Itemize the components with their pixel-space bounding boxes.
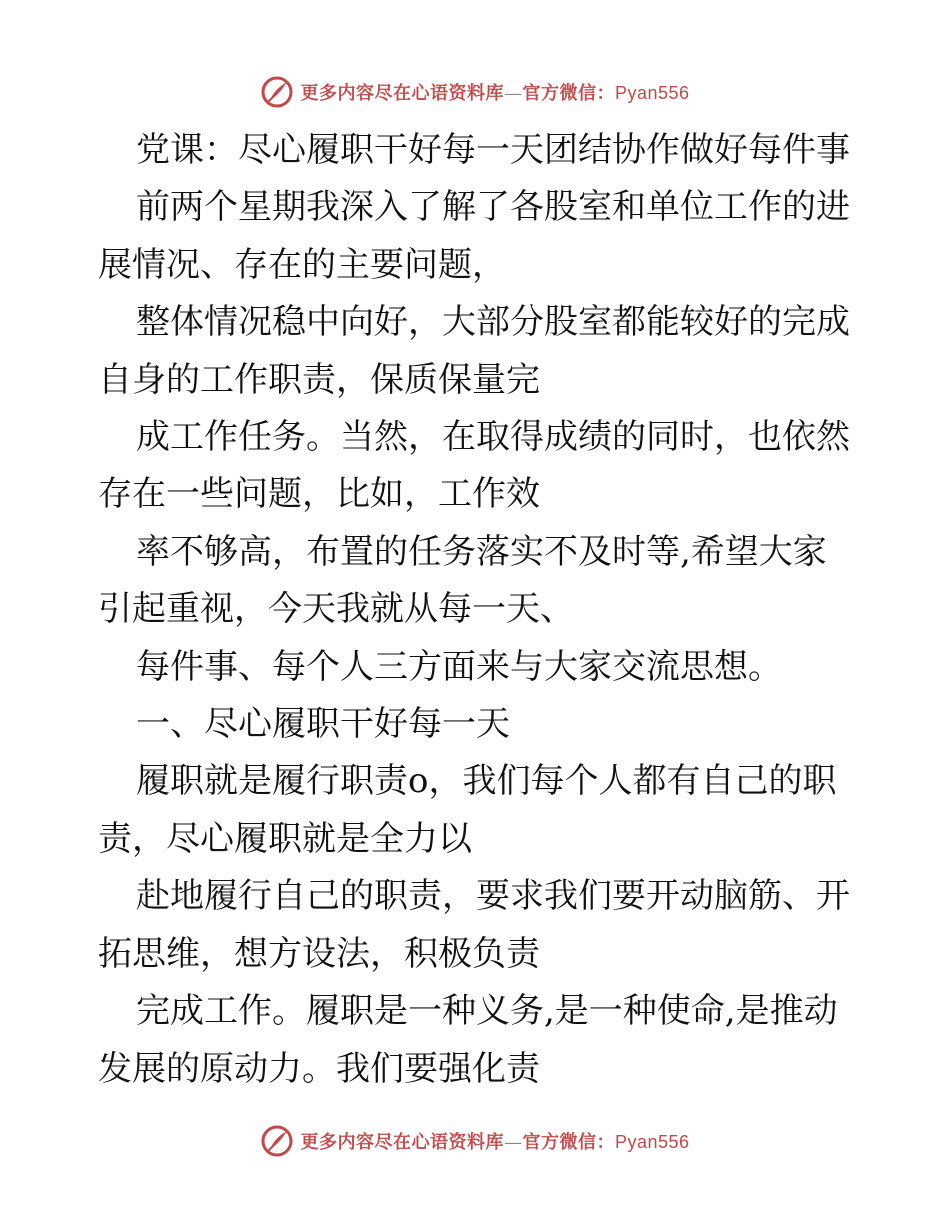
text-line: 前两个星期我深入了解了各股室和单位工作的进	[136, 187, 850, 228]
document-body	[98, 122, 858, 1098]
text-line: 整体情况稳中向好，大部分股室都能较好的完成	[136, 302, 850, 343]
watermark-text	[300, 1128, 689, 1154]
text-line: 赴地履行自己的职责，要求我们要开动脑筋、开	[136, 876, 850, 917]
watermark-text	[300, 79, 689, 105]
text-line: 履职就是履行职责o，我们每个人都有自己的职	[136, 761, 837, 802]
watermark-wechat-label: 官方微信：	[522, 83, 615, 104]
text-line: 存在一些问题，比如，工作效	[98, 474, 540, 515]
text-line: 成工作任务。当然，在取得成绩的同时，也依然	[136, 417, 850, 458]
text-line: 引起重视，今天我就从每一天、	[98, 589, 574, 630]
watermark-site: 更多内容尽在心语资料库	[300, 83, 504, 104]
feather-pen-logo-icon	[260, 75, 294, 109]
watermark-separator: —	[503, 83, 523, 104]
text-line: 责，尽心履职就是全力以	[98, 818, 472, 859]
text-line: 每件事、每个人三方面来与大家交流思想。	[136, 646, 782, 687]
text-line: 完成工作。履职是一种义务,是一种使命,是推动	[136, 991, 838, 1032]
text-line: 率不够高，布置的任务落实不及时等,希望大家	[136, 531, 827, 572]
watermark-wechat-label: 官方微信：	[522, 1132, 615, 1153]
watermark-handle: Pyan556	[614, 83, 690, 103]
feather-pen-logo-icon	[260, 1124, 294, 1158]
watermark-site: 更多内容尽在心语资料库	[300, 1132, 504, 1153]
text-line: 自身的工作职责，保质保量完	[98, 359, 540, 400]
watermark-handle: Pyan556	[614, 1132, 690, 1152]
document-title: 党课：尽心履职干好每一天团结协作做好每件事	[136, 130, 850, 170]
section-heading: 一、尽心履职干好每一天	[136, 704, 510, 745]
watermark-separator: —	[503, 1132, 523, 1153]
text-line: 展情况、存在的主要问题，	[98, 244, 506, 285]
footer-watermark	[0, 1121, 950, 1161]
header-watermark	[0, 72, 950, 112]
text-line: 拓思维，想方设法，积极负责	[98, 933, 540, 974]
text-line: 发展的原动力。我们要强化责	[98, 1048, 540, 1089]
